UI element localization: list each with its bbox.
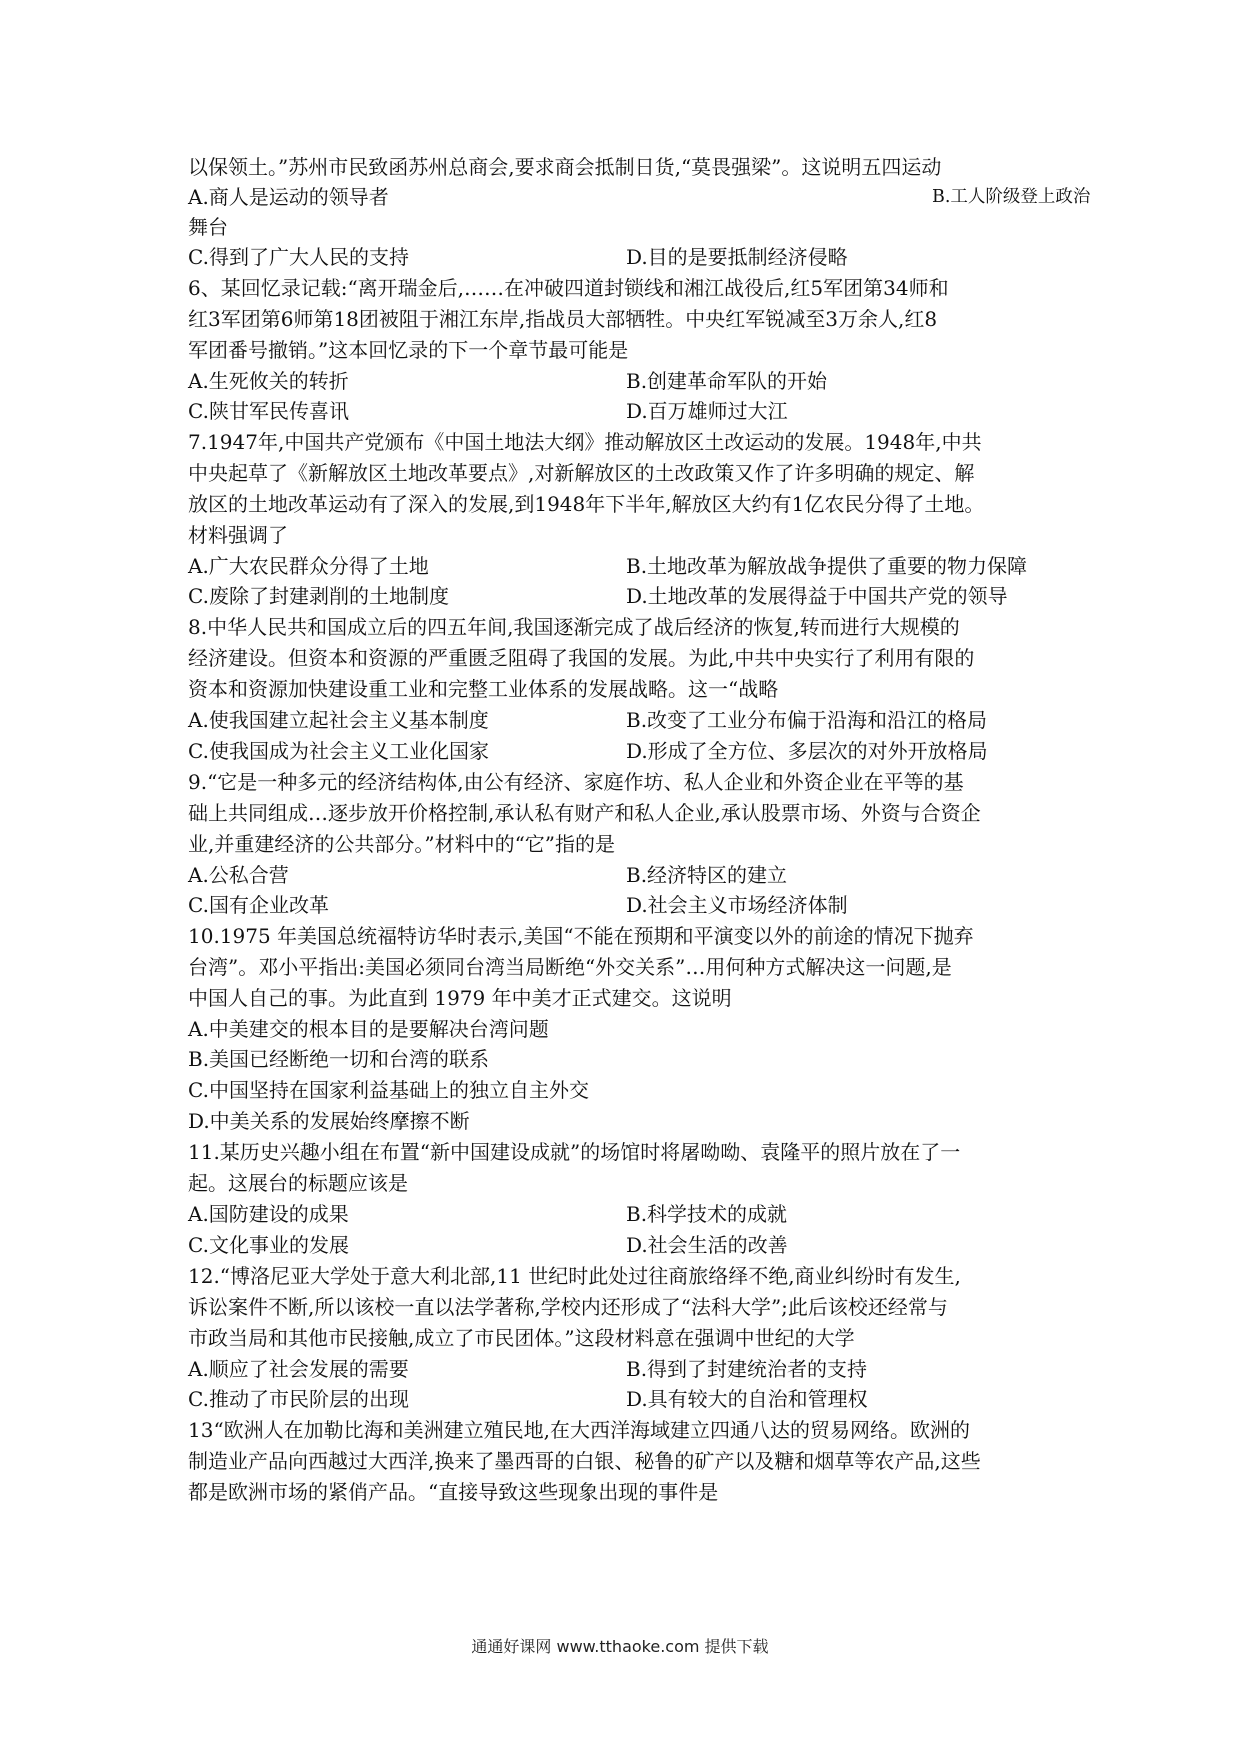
question-7-line-1: 7.1947年,中国共产党颁布《中国土地法大纲》推动解放区土改运动的发展。1948年,中共 [188, 430, 982, 454]
question-6-line-3: 军团番号撤销。”这本回忆录的下一个章节最可能是 [188, 338, 629, 362]
question-12-option-a: A.顺应了社会发展的需要 [188, 1357, 409, 1381]
question-13-line-2: 制造业产品向西越过大西洋,换来了墨西哥的白银、秘鲁的矿产以及糖和烟草等农产品,这些 [188, 1449, 981, 1473]
page-footer: 通通好课网 www.tthaoke.com 提供下载 [471, 1637, 769, 1656]
question-10-option-a: A.中美建交的根本目的是要解决台湾问题 [188, 1017, 549, 1041]
question-11-option-c: C.文化事业的发展 [188, 1233, 349, 1257]
question-9-option-b: B.经济特区的建立 [626, 863, 788, 887]
question-6-line-1: 6、某回忆录记载:“离开瑞金后,……在冲破四道封锁线和湘江战役后,红5军团第34师和 [188, 276, 949, 300]
question-9-line-1: 9.“它是一种多元的经济结构体,由公有经济、家庭作坊、私人企业和外资企业在平等的基 [188, 770, 964, 794]
option-d: D.目的是要抵制经济侵略 [626, 245, 848, 269]
question-10-option-d: D.中美关系的发展始终摩擦不断 [188, 1109, 470, 1133]
question-8-option-a: A.使我国建立起社会主义基本制度 [188, 708, 489, 732]
question-8-line-2: 经济建设。但资本和资源的严重匮乏阻碍了我国的发展。为此,中共中央实行了利用有限的 [188, 646, 975, 670]
question-10-line-3: 中国人自己的事。为此直到 1979 年中美才正式建交。这说明 [188, 986, 732, 1010]
question-7-option-b: B.土地改革为解放战争提供了重要的物力保障 [626, 554, 1028, 578]
question-12-line-1: 12.“博洛尼亚大学处于意大利北部,11 世纪时此处过往商旅络绎不绝,商业纠纷时有发生, [188, 1264, 961, 1288]
question-10-option-b: B.美国已经断绝一切和台湾的联系 [188, 1047, 490, 1071]
question-6-line-2: 红3军团第6师第18团被阻于湘江东岸,指战员大部牺牲。中央红军锐减至3万余人,红8 [188, 307, 938, 331]
question-13-line-3: 都是欧洲市场的紧俏产品。“直接导致这些现象出现的事件是 [188, 1480, 719, 1504]
question-7-option-d: D.土地改革的发展得益于中国共产党的领导 [626, 584, 1008, 608]
question-7-option-a: A.广大农民群众分得了土地 [188, 554, 429, 578]
question-9-option-a: A.公私合营 [188, 863, 289, 887]
option-c: C.得到了广大人民的支持 [188, 245, 409, 269]
question-8-option-d: D.形成了全方位、多层次的对外开放格局 [626, 739, 988, 763]
question-6-option-b: B.创建革命军队的开始 [626, 369, 828, 393]
question-9-option-d: D.社会主义市场经济体制 [626, 893, 848, 917]
question-11-option-a: A.国防建设的成果 [188, 1202, 349, 1226]
question-text-line: 以保领土。”苏州市民致函苏州总商会,要求商会抵制日货,“莫畏强梁”。这说明五四运动 [188, 155, 942, 179]
question-9-line-3: 业,并重建经济的公共部分。”材料中的“它”指的是 [188, 832, 616, 856]
question-12-option-b: B.得到了封建统治者的支持 [626, 1357, 868, 1381]
question-8-option-b: B.改变了工业分布偏于沿海和沿江的格局 [626, 708, 988, 732]
question-9-option-c: C.国有企业改革 [188, 893, 329, 917]
question-12-line-2: 诉讼案件不断,所以该校一直以法学著称,学校内还形成了“法科大学”;此后该校还经常与 [188, 1295, 948, 1319]
question-13-line-1: 13“欧洲人在加勒比海和美洲建立殖民地,在大西洋海域建立四通八达的贸易网络。欧洲的 [188, 1418, 971, 1442]
question-8-line-1: 8.中华人民共和国成立后的四五年间,我国逐渐完成了战后经济的恢复,转而进行大规模的 [188, 615, 960, 639]
question-9-line-2: 础上共同组成…逐步放开价格控制,承认私有财产和私人企业,承认股票市场、外资与合资企 [188, 801, 981, 825]
question-10-line-2: 台湾”。邓小平指出:美国必须同台湾当局断绝“外交关系”…用何种方式解决这一问题,是 [188, 955, 952, 979]
question-7-line-3: 放区的土地改革运动有了深入的发展,到1948年下半年,解放区大约有1亿农民分得了土地。 [188, 492, 985, 516]
question-8-line-3: 资本和资源加快建设重工业和完整工业体系的发展战略。这一“战略 [188, 677, 779, 701]
question-11-line-2: 起。这展台的标题应该是 [188, 1171, 408, 1195]
question-12-option-c: C.推动了市民阶层的出现 [188, 1387, 409, 1411]
option-b-continued: 舞台 [188, 215, 228, 239]
question-8-option-c: C.使我国成为社会主义工业化国家 [188, 739, 489, 763]
question-10-line-1: 10.1975 年美国总统福特访华时表示,美国“不能在预期和平演变以外的前途的情况下抛弃 [188, 924, 974, 948]
question-12-option-d: D.具有较大的自治和管理权 [626, 1387, 868, 1411]
option-a: A.商人是运动的领导者 [188, 185, 389, 209]
option-b: B.工人阶级登上政治 [932, 187, 1091, 207]
question-7-option-c: C.废除了封建剥削的土地制度 [188, 584, 449, 608]
question-6-option-a: A.生死攸关的转折 [188, 369, 349, 393]
question-12-line-3: 市政当局和其他市民接触,成立了市民团体。”这段材料意在强调中世纪的大学 [188, 1326, 855, 1350]
question-11-option-b: B.科学技术的成就 [626, 1202, 788, 1226]
question-11-option-d: D.社会生活的改善 [626, 1233, 788, 1257]
question-10-option-c: C.中国坚持在国家利益基础上的独立自主外交 [188, 1078, 589, 1102]
question-6-option-d: D.百万雄师过大江 [626, 399, 788, 423]
question-11-line-1: 11.某历史兴趣小组在布置“新中国建设成就”的场馆时将屠呦呦、袁隆平的照片放在了一 [188, 1140, 961, 1164]
question-6-option-c: C.陕甘军民传喜讯 [188, 399, 349, 423]
question-7-line-2: 中央起草了《新解放区土地改革要点》,对新解放区的土改政策又作了许多明确的规定、解 [188, 461, 975, 485]
question-7-line-4: 材料强调了 [188, 523, 288, 547]
